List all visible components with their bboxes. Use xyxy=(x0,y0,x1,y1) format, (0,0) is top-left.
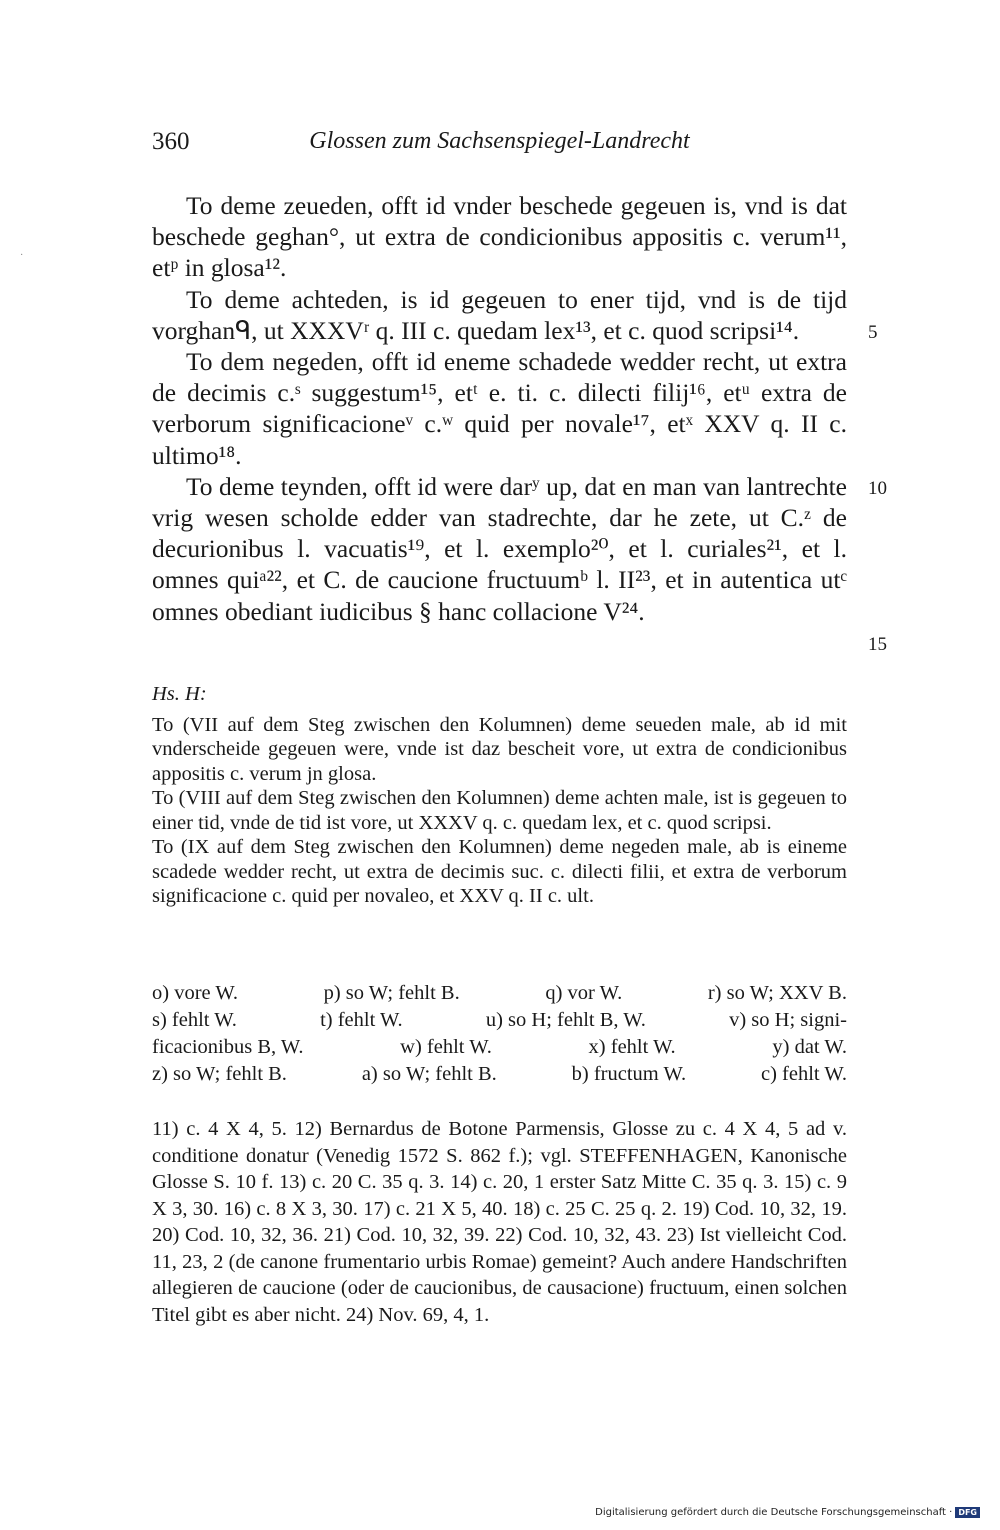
paragraph-seventh: To deme zeueden, offt id vnder beschede gegeuen is, vnd is dat beschede geghan°, ut extra de condicionibus appositis c. verum¹¹, etᵖ in glosa¹². xyxy=(152,191,847,283)
line-number-15: 15 xyxy=(868,634,887,655)
page-number: 360 xyxy=(152,128,190,155)
apparatus-entry: s) fehlt W. xyxy=(152,1009,237,1031)
manuscript-variant-block xyxy=(152,682,847,909)
apparatus-row xyxy=(152,1034,847,1061)
footnotes-text: 11) c. 4 X 4, 5. 12) Bernardus de Botone Parmensis, Glosse zu c. 4 X 4, 5 ad v. conditione donatur (Venedig 1572 S. 862 f.); vgl. STEFFENHAGEN, Kanonische Glosse S. 10 f. 13) c. 20 C. 35 q. 3. 14) c. 20, 1 erster Satz Mitte C. 35 q. 3. 15) c. 9 X 3, 30. 16) c. 8 X 3, 30. 17) c. 21 X 5, 40. 18) c. 25 C. 25 q. 2. 19) Cod. 10, 32, 19. 20) Cod. 10, 32, 36. 21) Cod. 10, 32, 39. 22) Cod. 10, 32, 43. 23) Ist vielleicht Cod. 11, 23, 2 (de canone frumentario urbis Romae) gemeint? Auch andere Handschriften allegieren de caucione (oder de caucionibus, de causacione) fructuum, einen solchen Titel gibt es aber nicht. 24) Nov. 69, 4, 1. xyxy=(152,1118,847,1326)
apparatus-row xyxy=(152,1061,847,1088)
paragraph-tenth: To deme teynden, offt id were darʸ up, dat en man van lantrechte vrig wesen scholde edder van stadrechte, dar he zete, ut C.ᶻ de decurionibus l. vacuatis¹⁹, et l. exemplo²⁰, et l. curiales²¹, et l. omnes quiᵃ²², et C. de caucione fructuumᵇ l. II²³, et in autentica utᶜ omnes obediant iudicibus § hanc collacione V²⁴. xyxy=(152,471,847,626)
apparatus-entry: a) so W; fehlt B. xyxy=(361,1063,497,1085)
apparatus-entry: ficacionibus B, W. xyxy=(152,1036,304,1058)
apparatus-entry: y) dat W. xyxy=(772,1036,847,1058)
page-header xyxy=(152,128,847,164)
apparatus-entry: z) so W; fehlt B. xyxy=(152,1063,287,1085)
manuscript-paragraph: To (VIII auf dem Steg zwischen den Kolumnen) deme achten male, ist is gegeuen to einer tid, vnde de tid ist vore, ut XXXV q. c. quedam lex, et c. quod scripsi. xyxy=(152,787,847,834)
apparatus-entry: u) so H; fehlt B, W. xyxy=(485,1009,646,1031)
dfg-logo-icon: DFG xyxy=(955,1507,980,1518)
apparatus-entry: w) fehlt W. xyxy=(400,1036,492,1058)
apparatus-row xyxy=(152,980,847,1007)
apparatus-entry: x) fehlt W. xyxy=(588,1036,676,1058)
apparatus-entry: v) so H; signi- xyxy=(729,1009,847,1031)
apparatus-entry: t) fehlt W. xyxy=(320,1009,403,1031)
apparatus-row xyxy=(152,1007,847,1034)
critical-apparatus xyxy=(152,980,847,1088)
apparatus-entry: b) fructum W. xyxy=(571,1063,687,1085)
apparatus-entry: q) vor W. xyxy=(545,982,623,1004)
apparatus-entry: c) fehlt W. xyxy=(761,1063,847,1085)
manuscript-paragraph: To (IX auf dem Steg zwischen den Kolumnen) deme negeden male, ab is eineme scadede wedder recht, ut extra de decimis suc. c. dilecti filii, et extra de verborum significacione c. quid per novaleo, et XXV q. II c. ult. xyxy=(152,836,847,907)
footnotes xyxy=(152,1116,847,1328)
manuscript-paragraph: To (VII auf dem Steg zwischen den Kolumnen) deme seueden male, ab id mit vnderscheide gegeuen were, vnde ist daz bescheit vore, ut extra de condicionibus appositis c. verum jn glosa. xyxy=(152,713,847,785)
line-number-10: 10 xyxy=(868,478,887,499)
paragraph-ninth: To dem negeden, offt id eneme schadede wedder recht, ut extra de decimis c.ˢ suggestum¹⁵, etᵗ e. ti. c. dilecti filij¹⁶, etᵘ extra de verborum significacioneᵛ c.ʷ quid per novale¹⁷, etˣ XXV q. II c. ultimo¹⁸. xyxy=(152,347,847,470)
apparatus-entry: o) vore W. xyxy=(152,982,238,1004)
apparatus-entry: p) so W; fehlt B. xyxy=(323,982,460,1004)
manuscript-heading: Hs. H: xyxy=(152,683,207,705)
digitization-credit xyxy=(595,1507,980,1518)
apparatus-entry: r) so W; XXV B. xyxy=(707,982,847,1004)
running-title: Glossen zum Sachsenspiegel-Landrecht xyxy=(309,128,690,154)
paragraph-eighth: To deme achteden, is id gegeuen to ener tijd, vnd is de tijd vorghanᑫ, ut XXXVʳ q. III c. quedam lex¹³, et c. quod scripsi¹⁴. xyxy=(152,284,847,345)
main-text xyxy=(152,190,847,627)
line-number-5: 5 xyxy=(868,322,878,343)
scan-speck: · xyxy=(20,250,24,261)
credit-text: Digitalisierung gefördert durch die Deutsche Forschungsgemeinschaft · xyxy=(595,1507,953,1518)
